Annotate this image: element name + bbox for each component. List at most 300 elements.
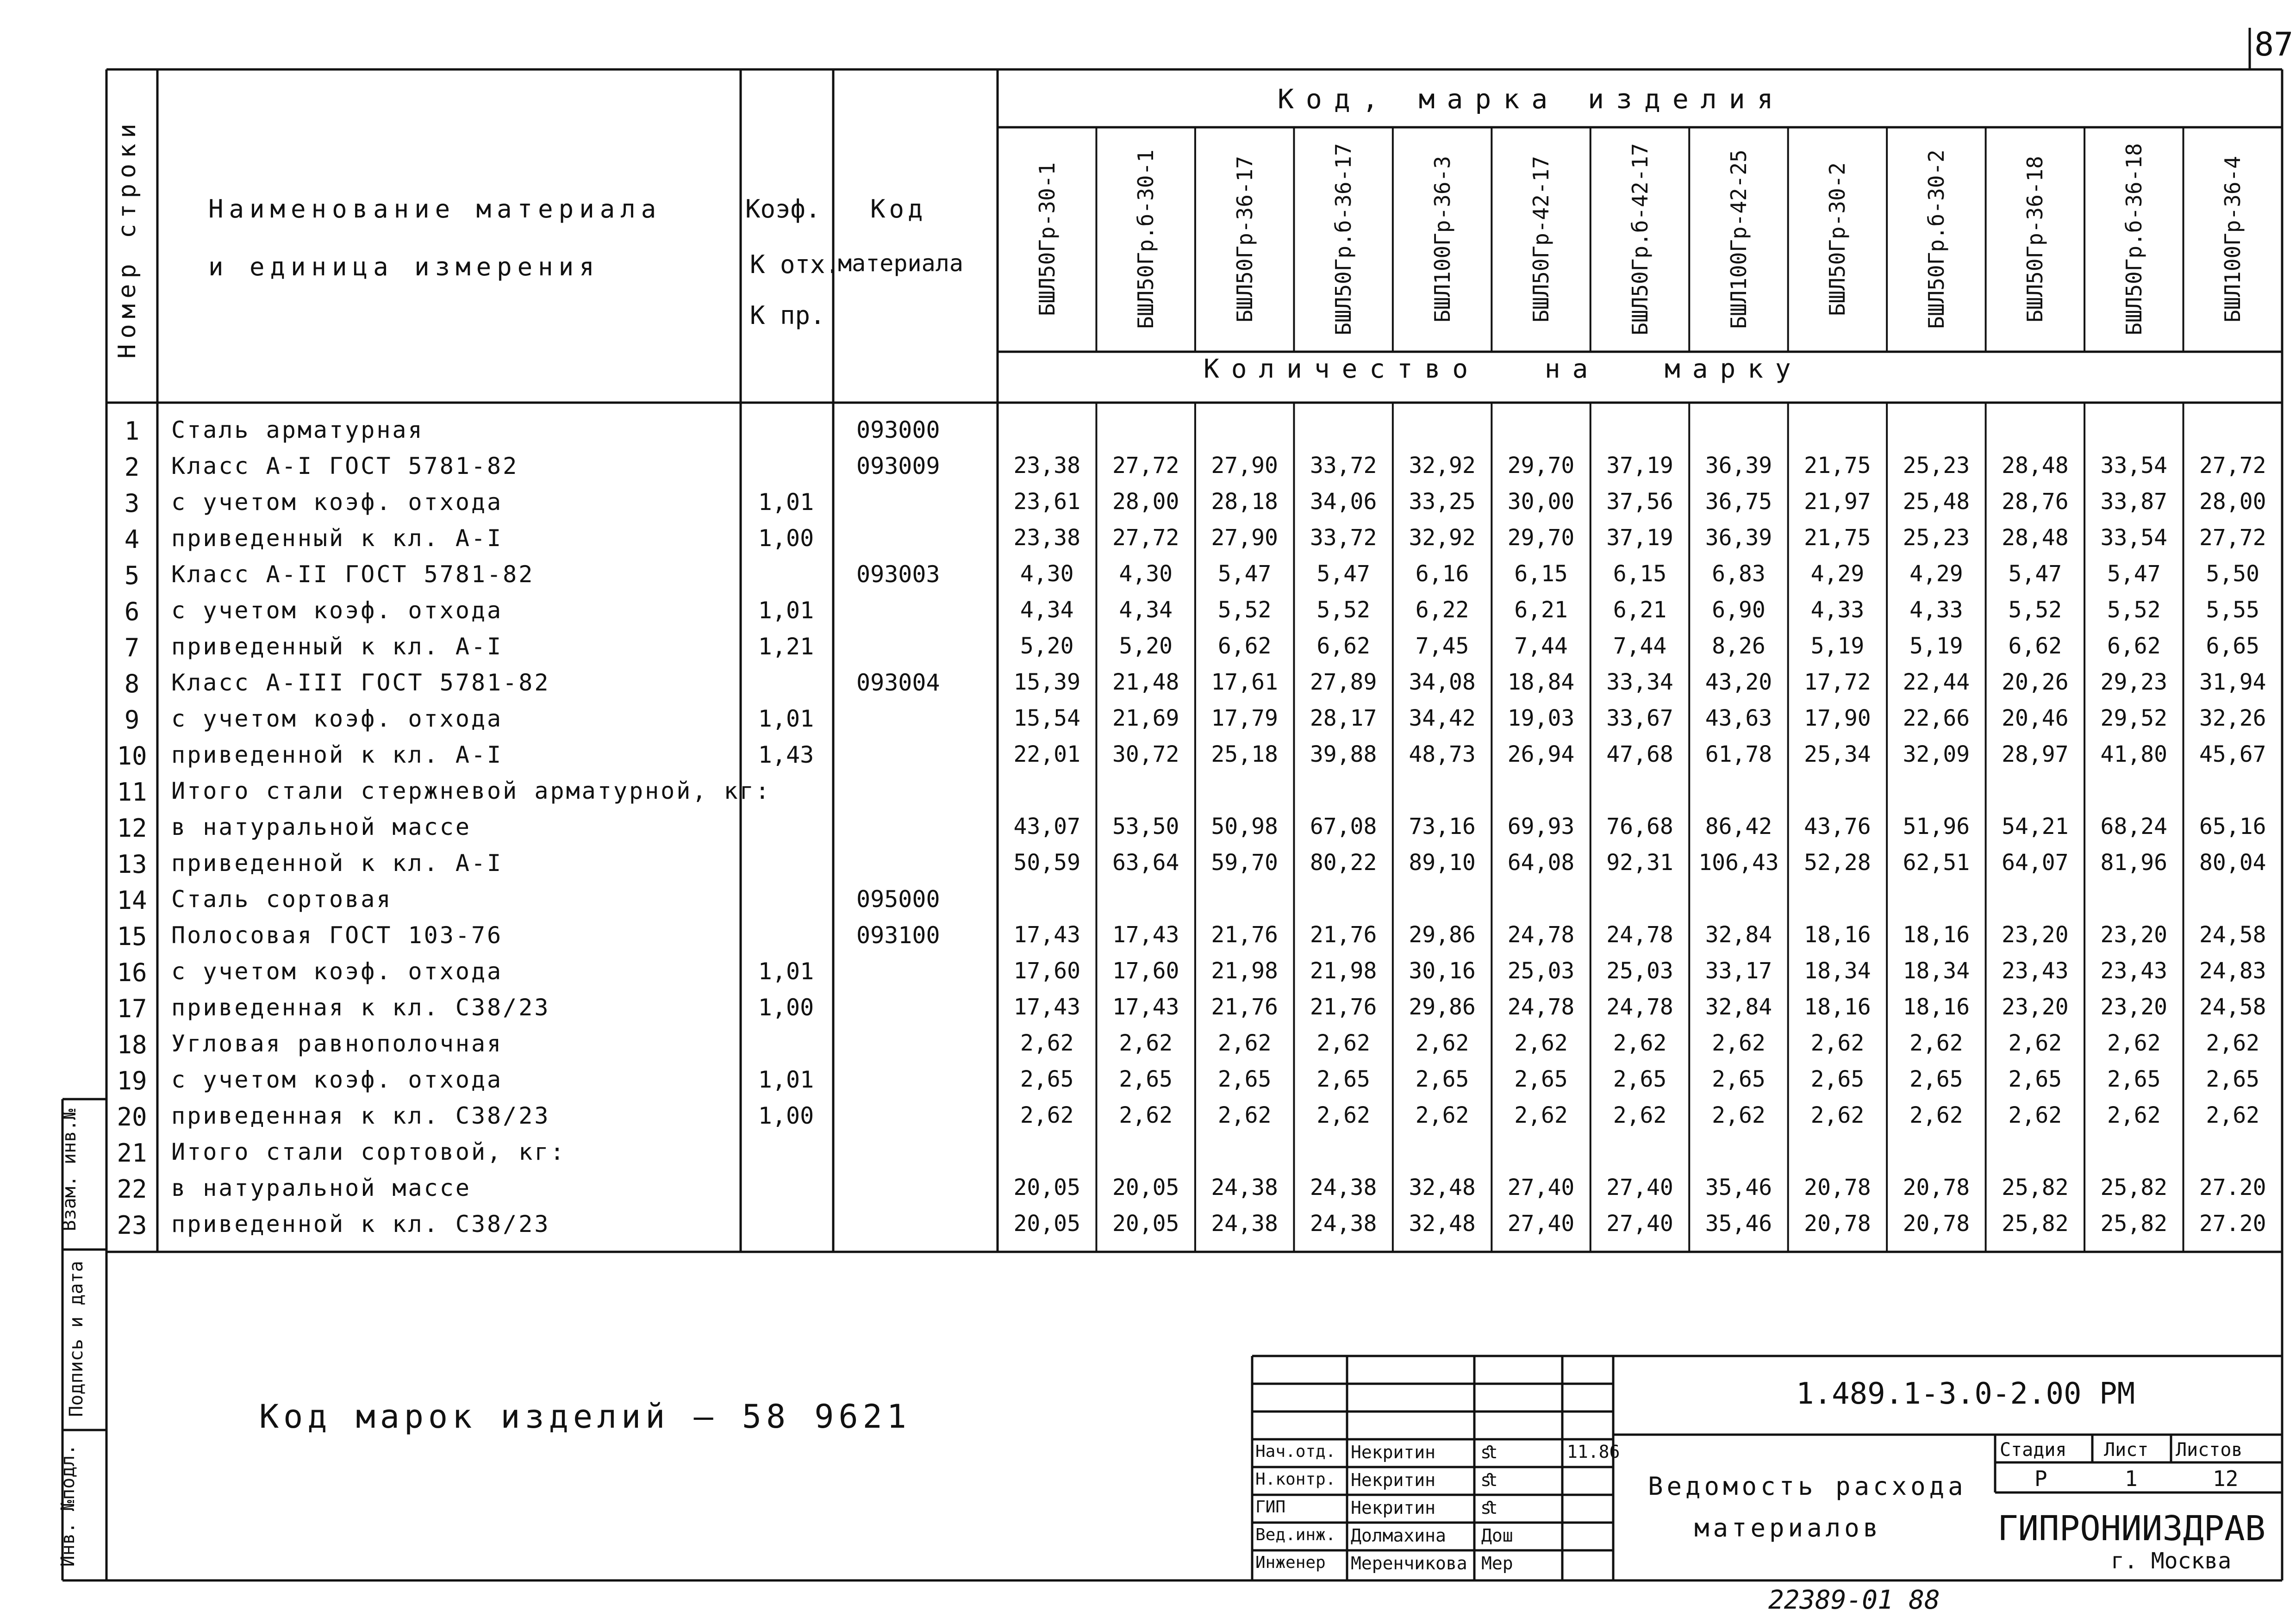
- signature: Дош: [1481, 1525, 1513, 1546]
- cell-value: 17,90: [1804, 705, 1871, 731]
- cell-value: 5,47: [1316, 561, 1370, 587]
- cell-value: 21,76: [1310, 994, 1377, 1020]
- cell-value: 23,20: [2100, 922, 2168, 948]
- cell-value: 24,78: [1606, 994, 1673, 1020]
- cell-value: 28,48: [2002, 453, 2069, 479]
- cell-value: 2,62: [2206, 1102, 2260, 1128]
- row-number: 18: [117, 1030, 147, 1059]
- cell-value: 22,01: [1013, 741, 1080, 767]
- cell-value: 20,05: [1013, 1211, 1080, 1237]
- stage-label: Стадия: [2000, 1439, 2067, 1461]
- cell-value: 61,78: [1705, 741, 1772, 767]
- cell-value: 33,34: [1606, 669, 1673, 695]
- cell-value: 25,48: [1903, 489, 1970, 515]
- cell-value: 6,62: [2107, 633, 2161, 659]
- cell-value: 6,62: [1217, 633, 1272, 659]
- cell-value: 27,72: [1112, 525, 1179, 551]
- cell-value: 21,75: [1804, 453, 1871, 479]
- cell-value: 27,40: [1606, 1175, 1673, 1200]
- row-number: 1: [124, 417, 140, 446]
- org-name: ГИПРОНИИЗДРАВ: [1997, 1509, 2266, 1548]
- cell-value: 5,50: [2206, 561, 2260, 587]
- cell-value: 86,42: [1705, 814, 1772, 839]
- row-name: Класс А-III ГОСТ 5781-82: [171, 669, 550, 696]
- row-number: 13: [117, 850, 147, 879]
- header-mat-code-2: материала: [838, 250, 963, 277]
- cell-value: 4,33: [1810, 597, 1865, 623]
- cell-value: 28,97: [2002, 741, 2069, 767]
- cell-value: 7,44: [1514, 633, 1568, 659]
- cell-value: 33,25: [1409, 489, 1476, 515]
- row-name: приведенной к кл. А-I: [171, 741, 503, 768]
- cell-value: 41,80: [2100, 741, 2168, 767]
- header-coef-3: К пр.: [750, 301, 825, 330]
- cell-value: 2,65: [1909, 1066, 1963, 1092]
- cell-value: 7,44: [1613, 633, 1667, 659]
- cell-value: 20,46: [2002, 705, 2069, 731]
- mark-label: БШЛ100Гр-36-3: [1429, 155, 1455, 323]
- row-coef: 1,01: [758, 597, 814, 624]
- cell-value: 27,72: [2199, 525, 2266, 551]
- mark-label: БШЛ50Гр.б-36-17: [1331, 143, 1356, 336]
- cell-value: 25,03: [1507, 958, 1575, 984]
- cell-value: 25,23: [1903, 453, 1970, 479]
- cell-value: 29,23: [2100, 669, 2168, 695]
- header-mat-code-1: Код: [870, 194, 927, 224]
- cell-value: 2,62: [1316, 1102, 1370, 1128]
- signature: ﬆ: [1481, 1442, 1497, 1462]
- cell-value: 28,17: [1310, 705, 1377, 731]
- mark-label: БШЛ50Гр-36-17: [1232, 155, 1257, 323]
- cell-value: 37,56: [1606, 489, 1673, 515]
- cell-value: 20,05: [1112, 1211, 1179, 1237]
- cell-value: 2,65: [1514, 1066, 1568, 1092]
- row-number: 8: [124, 669, 140, 698]
- cell-value: 35,46: [1705, 1175, 1772, 1200]
- cell-value: 6,16: [1415, 561, 1469, 587]
- cell-value: 80,04: [2199, 850, 2266, 876]
- cell-value: 33,72: [1310, 453, 1377, 479]
- row-name: приведенный к кл. А-I: [171, 633, 503, 660]
- mark-label: БШЛ50Гр.б-30-1: [1133, 149, 1159, 329]
- sign-role: Вед.инж.: [1255, 1525, 1336, 1544]
- cell-value: 2,65: [1613, 1066, 1667, 1092]
- mark-label: БШЛ50Гр.б-30-2: [1923, 149, 1949, 329]
- cell-value: 5,47: [2107, 561, 2161, 587]
- sheet-label: Лист: [2104, 1439, 2149, 1461]
- cell-value: 18,34: [1804, 958, 1871, 984]
- cell-value: 27,40: [1606, 1211, 1673, 1237]
- cell-value: 2,62: [1909, 1030, 1963, 1056]
- cell-value: 27.20: [2199, 1211, 2266, 1237]
- cell-value: 2,62: [1415, 1030, 1469, 1056]
- row-number: 19: [117, 1066, 147, 1095]
- row-name: с учетом коэф. отхода: [171, 705, 503, 732]
- cell-value: 23,20: [2002, 922, 2069, 948]
- row-name: приведенной к кл. С38/23: [171, 1211, 550, 1237]
- cell-value: 92,31: [1606, 850, 1673, 876]
- cell-value: 29,70: [1507, 525, 1575, 551]
- cell-value: 5,20: [1020, 633, 1074, 659]
- row-coef: 1,00: [758, 1102, 814, 1129]
- bottom-note: 22389-01 88: [1768, 1585, 1940, 1615]
- row-name: Угловая равнополочная: [171, 1030, 503, 1057]
- row-name: с учетом коэф. отхода: [171, 597, 503, 624]
- cell-value: 27.20: [2199, 1175, 2266, 1200]
- sign-name: Некритин: [1351, 1442, 1436, 1462]
- cell-value: 21,76: [1211, 922, 1278, 948]
- row-name: в натуральной массе: [171, 1175, 471, 1201]
- header-material-name-1: Наименование материала: [208, 194, 662, 224]
- cell-value: 2,62: [1514, 1102, 1568, 1128]
- cell-value: 21,76: [1211, 994, 1278, 1020]
- sign-date: 11.86: [1567, 1442, 1620, 1462]
- cell-value: 23,38: [1013, 525, 1080, 551]
- cell-value: 43,76: [1804, 814, 1871, 839]
- cell-value: 28,00: [2199, 489, 2266, 515]
- cell-value: 64,08: [1507, 850, 1575, 876]
- cell-value: 18,16: [1903, 994, 1970, 1020]
- cell-value: 20,78: [1903, 1175, 1970, 1200]
- stage-value: Р: [2034, 1466, 2047, 1491]
- cell-value: 22,44: [1903, 669, 1970, 695]
- row-mat-code: 093009: [856, 453, 940, 479]
- cell-value: 2,62: [2107, 1102, 2161, 1128]
- cell-value: 32,84: [1705, 994, 1772, 1020]
- row-number: 7: [124, 633, 140, 662]
- cell-value: 5,47: [2008, 561, 2062, 587]
- cell-value: 5,19: [1909, 633, 1963, 659]
- cell-value: 20,78: [1804, 1175, 1871, 1200]
- sign-role: Инженер: [1255, 1553, 1326, 1572]
- header-material-name-2: и единица измерения: [208, 252, 600, 281]
- sign-role: Нач.отд.: [1255, 1442, 1336, 1461]
- cell-value: 17,61: [1211, 669, 1278, 695]
- row-name: приведенная к кл. С38/23: [171, 994, 550, 1021]
- cell-value: 32,92: [1409, 453, 1476, 479]
- row-number: 6: [124, 597, 140, 626]
- row-coef: 1,00: [758, 994, 814, 1021]
- cell-value: 6,65: [2206, 633, 2260, 659]
- cell-value: 2,62: [1415, 1102, 1469, 1128]
- cell-value: 53,50: [1112, 814, 1179, 839]
- signature: ﬆ: [1481, 1498, 1497, 1518]
- cell-value: 20,78: [1903, 1211, 1970, 1237]
- cell-value: 6,21: [1514, 597, 1568, 623]
- cell-value: 18,34: [1903, 958, 1970, 984]
- cell-value: 24,38: [1310, 1175, 1377, 1200]
- row-number: 15: [117, 922, 147, 951]
- cell-value: 28,76: [2002, 489, 2069, 515]
- cell-value: 15,54: [1013, 705, 1080, 731]
- cell-value: 32,48: [1409, 1211, 1476, 1237]
- cell-value: 2,62: [1613, 1030, 1667, 1056]
- row-mat-code: 093100: [856, 922, 940, 949]
- cell-value: 73,16: [1409, 814, 1476, 839]
- row-number: 4: [124, 525, 140, 554]
- doc-code: 1.489.1-3.0-2.00 РМ: [1796, 1377, 2135, 1411]
- row-name: Полосовая ГОСТ 103-76: [171, 922, 503, 949]
- cell-value: 76,68: [1606, 814, 1673, 839]
- cell-value: 2,62: [1810, 1102, 1865, 1128]
- cell-value: 89,10: [1409, 850, 1476, 876]
- cell-value: 2,65: [1712, 1066, 1766, 1092]
- cell-value: 51,96: [1903, 814, 1970, 839]
- cell-value: 29,52: [2100, 705, 2168, 731]
- cell-value: 2,62: [2107, 1030, 2161, 1056]
- cell-value: 6,62: [2008, 633, 2062, 659]
- cell-value: 27,90: [1211, 453, 1278, 479]
- mark-label: БШЛ100Гр-36-4: [2220, 155, 2246, 323]
- cell-value: 4,34: [1119, 597, 1173, 623]
- cell-value: 4,34: [1020, 597, 1074, 623]
- doc-title-2: материалов: [1694, 1513, 1882, 1542]
- cell-value: 2,62: [1712, 1030, 1766, 1056]
- sign-name: Некритин: [1351, 1470, 1436, 1490]
- cell-value: 24,83: [2199, 958, 2266, 984]
- row-mat-code: 093000: [856, 417, 940, 443]
- cell-value: 17,43: [1013, 922, 1080, 948]
- cell-value: 24,38: [1310, 1211, 1377, 1237]
- cell-value: 27,40: [1507, 1211, 1575, 1237]
- row-name: Сталь сортовая: [171, 886, 393, 913]
- cell-value: 17,72: [1804, 669, 1871, 695]
- row-number: 23: [117, 1211, 147, 1240]
- cell-value: 5,20: [1119, 633, 1173, 659]
- cell-value: 2,62: [2008, 1030, 2062, 1056]
- cell-value: 21,98: [1310, 958, 1377, 984]
- mark-label: БШЛ50Гр.б-42-17: [1627, 143, 1653, 336]
- sign-role: ГИП: [1255, 1498, 1286, 1517]
- cell-value: 27,72: [1112, 453, 1179, 479]
- cell-value: 37,19: [1606, 453, 1673, 479]
- cell-value: 2,65: [1316, 1066, 1370, 1092]
- cell-value: 23,43: [2100, 958, 2168, 984]
- mark-label: БШЛ50Гр-36-18: [2022, 155, 2048, 323]
- cell-value: 81,96: [2100, 850, 2168, 876]
- cell-value: 36,75: [1705, 489, 1772, 515]
- cell-value: 17,43: [1013, 994, 1080, 1020]
- cell-value: 28,18: [1211, 489, 1278, 515]
- cell-value: 17,43: [1112, 994, 1179, 1020]
- footer-note: Код марок изделий — 58 9621: [259, 1398, 911, 1436]
- cell-value: 2,62: [1119, 1102, 1173, 1128]
- sheets-value: 12: [2213, 1466, 2239, 1491]
- cell-value: 59,70: [1211, 850, 1278, 876]
- sign-role: Н.контр.: [1255, 1470, 1336, 1489]
- cell-value: 6,90: [1712, 597, 1766, 623]
- cell-value: 2,65: [2008, 1066, 2062, 1092]
- cell-value: 34,06: [1310, 489, 1377, 515]
- cell-value: 69,93: [1507, 814, 1575, 839]
- row-mat-code: 093004: [856, 669, 940, 696]
- cell-value: 29,86: [1409, 994, 1476, 1020]
- cell-value: 2,62: [1909, 1102, 1963, 1128]
- row-number: 16: [117, 958, 147, 987]
- cell-value: 6,62: [1316, 633, 1370, 659]
- cell-value: 28,48: [2002, 525, 2069, 551]
- cell-value: 2,62: [1217, 1102, 1272, 1128]
- cell-value: 5,55: [2206, 597, 2260, 623]
- cell-value: 2,62: [1217, 1030, 1272, 1056]
- cell-value: 30,72: [1112, 741, 1179, 767]
- cell-value: 22,66: [1903, 705, 1970, 731]
- cell-value: 35,46: [1705, 1211, 1772, 1237]
- cell-value: 5,52: [1316, 597, 1370, 623]
- row-number: 9: [124, 705, 140, 734]
- cell-value: 2,62: [1316, 1030, 1370, 1056]
- doc-title-1: Ведомость расхода: [1648, 1472, 1967, 1501]
- row-coef: 1,01: [758, 705, 814, 732]
- cell-value: 24,58: [2199, 922, 2266, 948]
- row-number: 10: [117, 741, 147, 771]
- row-name: в натуральной массе: [171, 814, 471, 840]
- cell-value: 27,89: [1310, 669, 1377, 695]
- row-name: Класс А-I ГОСТ 5781-82: [171, 453, 519, 479]
- cell-value: 8,26: [1712, 633, 1766, 659]
- row-mat-code: 093003: [856, 561, 940, 588]
- cell-value: 33,54: [2100, 453, 2168, 479]
- cell-value: 23,20: [2002, 994, 2069, 1020]
- row-name: с учетом коэф. отхода: [171, 489, 503, 516]
- row-number: 21: [117, 1138, 147, 1168]
- cell-value: 106,43: [1698, 850, 1779, 876]
- cell-value: 25,82: [2002, 1211, 2069, 1237]
- cell-value: 2,65: [1119, 1066, 1173, 1092]
- cell-value: 39,88: [1310, 741, 1377, 767]
- signature: Мер: [1481, 1553, 1513, 1573]
- cell-value: 21,48: [1112, 669, 1179, 695]
- cell-value: 20,78: [1804, 1211, 1871, 1237]
- row-name: приведенной к кл. А-I: [171, 850, 503, 877]
- cell-value: 25,82: [2100, 1175, 2168, 1200]
- cell-value: 23,61: [1013, 489, 1080, 515]
- cell-value: 54,21: [2002, 814, 2069, 839]
- cell-value: 32,84: [1705, 922, 1772, 948]
- cell-value: 27,72: [2199, 453, 2266, 479]
- row-number: 14: [117, 886, 147, 915]
- cell-value: 33,17: [1705, 958, 1772, 984]
- cell-value: 32,48: [1409, 1175, 1476, 1200]
- cell-value: 17,79: [1211, 705, 1278, 731]
- cell-value: 36,39: [1705, 453, 1772, 479]
- cell-value: 24,38: [1211, 1175, 1278, 1200]
- header-coef-1: Коэф.: [745, 194, 821, 224]
- cell-value: 6,15: [1613, 561, 1667, 587]
- cell-value: 34,42: [1409, 705, 1476, 731]
- cell-value: 19,03: [1507, 705, 1575, 731]
- cell-value: 2,65: [1020, 1066, 1074, 1092]
- sheets-label: Листов: [2176, 1439, 2243, 1461]
- cell-value: 50,59: [1013, 850, 1080, 876]
- row-name: Итого стали стержневой арматурной, кг:: [171, 777, 771, 804]
- cell-value: 47,68: [1606, 741, 1673, 767]
- cell-value: 34,08: [1409, 669, 1476, 695]
- mark-label: БШЛ50Гр-42-17: [1529, 155, 1554, 323]
- cell-value: 6,15: [1514, 561, 1568, 587]
- cell-value: 64,07: [2002, 850, 2069, 876]
- row-name: приведенный к кл. А-I: [171, 525, 503, 552]
- cell-value: 5,52: [2107, 597, 2161, 623]
- cell-value: 18,16: [1804, 922, 1871, 948]
- row-name: с учетом коэф. отхода: [171, 1066, 503, 1093]
- cell-value: 25,18: [1211, 741, 1278, 767]
- cell-value: 17,43: [1112, 922, 1179, 948]
- cell-value: 24,78: [1507, 922, 1575, 948]
- row-coef: 1,01: [758, 1066, 814, 1093]
- row-coef: 1,43: [758, 741, 814, 768]
- cell-value: 32,26: [2199, 705, 2266, 731]
- row-name: приведенная к кл. С38/23: [171, 1102, 550, 1129]
- cell-value: 25,34: [1804, 741, 1871, 767]
- cell-value: 2,62: [2206, 1030, 2260, 1056]
- cell-value: 2,62: [1514, 1030, 1568, 1056]
- cell-value: 30,00: [1507, 489, 1575, 515]
- mark-label: БШЛ50Гр-30-2: [1825, 162, 1850, 317]
- cell-value: 26,94: [1507, 741, 1575, 767]
- sheet-value: 1: [2125, 1466, 2138, 1491]
- cell-value: 63,64: [1112, 850, 1179, 876]
- cell-value: 18,84: [1507, 669, 1575, 695]
- cell-value: 24,58: [2199, 994, 2266, 1020]
- cell-value: 5,52: [1217, 597, 1272, 623]
- cell-value: 25,23: [1903, 525, 1970, 551]
- cell-value: 80,22: [1310, 850, 1377, 876]
- row-coef: 1,01: [758, 489, 814, 516]
- header-coef-2: К отх.: [750, 250, 841, 279]
- row-coef: 1,00: [758, 525, 814, 552]
- cell-value: 48,73: [1409, 741, 1476, 767]
- cell-value: 32,92: [1409, 525, 1476, 551]
- side-label-inv: Инв. №подл.: [57, 1444, 79, 1567]
- cell-value: 6,21: [1613, 597, 1667, 623]
- cell-value: 25,03: [1606, 958, 1673, 984]
- row-number: 20: [117, 1102, 147, 1132]
- cell-value: 2,62: [1020, 1030, 1074, 1056]
- cell-value: 43,20: [1705, 669, 1772, 695]
- cell-value: 15,39: [1013, 669, 1080, 695]
- cell-value: 6,83: [1712, 561, 1766, 587]
- row-coef: 1,01: [758, 958, 814, 985]
- cell-value: 21,97: [1804, 489, 1871, 515]
- cell-value: 32,09: [1903, 741, 1970, 767]
- row-number: 2: [124, 453, 140, 482]
- cell-value: 20,26: [2002, 669, 2069, 695]
- cell-value: 24,78: [1606, 922, 1673, 948]
- cell-value: 20,05: [1013, 1175, 1080, 1200]
- page-number: 87: [2254, 25, 2294, 63]
- cell-value: 18,16: [1903, 922, 1970, 948]
- cell-value: 17,60: [1013, 958, 1080, 984]
- row-coef: 1,21: [758, 633, 814, 660]
- cell-value: 30,16: [1409, 958, 1476, 984]
- row-mat-code: 095000: [856, 886, 940, 913]
- cell-value: 18,16: [1804, 994, 1871, 1020]
- cell-value: 2,62: [1613, 1102, 1667, 1128]
- cell-value: 23,43: [2002, 958, 2069, 984]
- cell-value: 2,65: [1217, 1066, 1272, 1092]
- header-qty-per-mark: Количество на марку: [1204, 354, 1803, 384]
- cell-value: 68,24: [2100, 814, 2168, 839]
- cell-value: 24,78: [1507, 994, 1575, 1020]
- cell-value: 29,86: [1409, 922, 1476, 948]
- cell-value: 4,33: [1909, 597, 1963, 623]
- cell-value: 17,60: [1112, 958, 1179, 984]
- mark-label: БШЛ50Гр.б-36-18: [2121, 143, 2146, 336]
- cell-value: 62,51: [1903, 850, 1970, 876]
- row-number: 17: [117, 994, 147, 1023]
- cell-value: 2,62: [2008, 1102, 2062, 1128]
